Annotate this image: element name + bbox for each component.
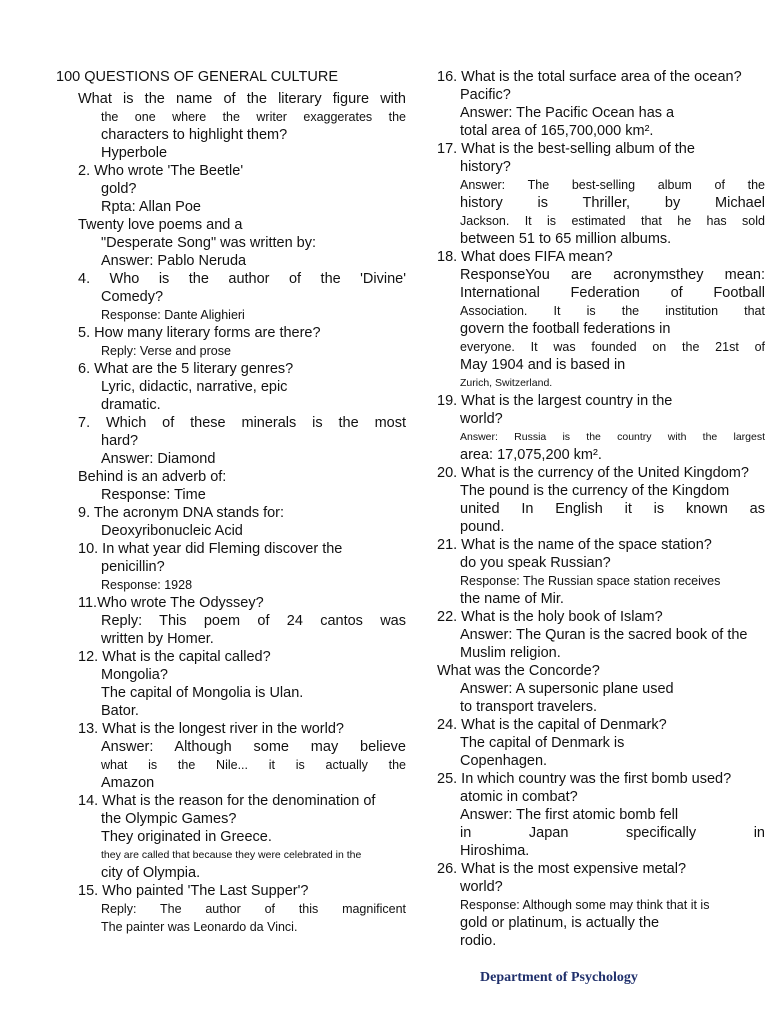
text-line: dramatic. — [101, 397, 161, 413]
text-line: ResponseYou are acronymsthey mean: — [460, 267, 765, 283]
text-line: International Federation of Football — [460, 285, 765, 301]
text-line: "Desperate Song" was written by: — [101, 235, 317, 251]
text-line: 17. What is the best-selling album of the — [437, 141, 695, 157]
text-line: Answer: The first atomic bomb fell — [460, 807, 679, 823]
text-line: Answer: The Quran is the sacred book of the — [460, 627, 748, 643]
text-line: hard? — [101, 433, 139, 449]
text-line: united In English it is known as — [460, 501, 765, 517]
text-line: Reply: Verse and prose — [101, 344, 231, 358]
text-line: 11.Who wrote The Odyssey? — [78, 595, 264, 611]
text-line: between 51 to 65 million albums. — [460, 231, 672, 247]
text-line: Response: Time — [101, 487, 206, 503]
text-line: Lyric, didactic, narrative, epic — [101, 379, 288, 395]
text-line: Reply: This poem of 24 cantos was — [101, 613, 406, 629]
text-line: Behind is an adverb of: — [78, 469, 227, 485]
text-line: Twenty love poems and a — [78, 217, 243, 233]
text-line: 20. What is the currency of the United Kingdom? — [437, 465, 749, 481]
text-line: Hyperbole — [101, 145, 168, 161]
text-line: they are called that because they were celebrated in the — [101, 849, 362, 861]
text-line: Deoxyribonucleic Acid — [101, 523, 243, 539]
text-line: 14. What is the reason for the denomination of — [78, 793, 376, 809]
text-line: 24. What is the capital of Denmark? — [437, 717, 667, 733]
text-line: 22. What is the holy book of Islam? — [437, 609, 663, 625]
text-line: Jackson. It is estimated that he has sold — [460, 214, 765, 228]
text-line: Response: 1928 — [101, 578, 193, 592]
text-line: Reply: The author of this magnificent — [101, 902, 406, 916]
text-line: 9. The acronym DNA stands for: — [78, 505, 285, 521]
text-line: Comedy? — [101, 289, 164, 305]
text-line: city of Olympia. — [101, 865, 201, 881]
text-line: 5. How many literary forms are there? — [78, 325, 321, 341]
text-line: Answer: The Pacific Ocean has a — [460, 105, 675, 121]
text-line: The painter was Leonardo da Vinci. — [101, 920, 298, 934]
text-line: Zurich, Switzerland. — [460, 377, 553, 389]
text-line: The capital of Mongolia is Ulan. — [101, 685, 304, 701]
text-line: to transport travelers. — [460, 699, 597, 715]
text-line: 2. Who wrote 'The Beetle' — [78, 163, 244, 179]
text-line: in Japan specifically in — [460, 825, 765, 841]
text-line: penicillin? — [101, 559, 165, 575]
text-line: the name of Mir. — [460, 591, 564, 607]
text-line: written by Homer. — [101, 631, 214, 647]
text-line: Response: Although some may think that it is — [460, 898, 710, 912]
text-line: Pacific? — [460, 87, 511, 103]
text-line: 13. What is the longest river in the world? — [78, 721, 344, 737]
text-line: area: 17,075,200 km². — [460, 447, 602, 463]
text-line: May 1904 and is based in — [460, 357, 626, 373]
text-line: characters to highlight them? — [101, 127, 288, 143]
text-line: Amazon — [101, 775, 155, 791]
right-column — [437, 68, 765, 950]
left-column — [56, 68, 406, 936]
text-line: 26. What is the most expensive metal? — [437, 861, 687, 877]
text-line: What was the Concorde? — [437, 663, 600, 679]
text-line: govern the football federations in — [460, 321, 671, 337]
text-line: Answer: Diamond — [101, 451, 216, 467]
text-line: the one where the writer exaggerates the — [101, 110, 406, 124]
text-line: history is Thriller, by Michael — [460, 195, 765, 211]
text-line: Rpta: Allan Poe — [101, 199, 201, 215]
text-line: Answer: Pablo Neruda — [101, 253, 247, 269]
text-line: Hiroshima. — [460, 843, 530, 859]
text-line: 6. What are the 5 literary genres? — [78, 361, 294, 377]
text-line: the Olympic Games? — [101, 811, 237, 827]
left-column-lines — [56, 90, 406, 936]
text-line: gold or platinum, is actually the — [460, 915, 660, 931]
footer-department: Department of Psychology — [480, 970, 638, 985]
text-line: Copenhagen. — [460, 753, 548, 769]
text-line: total area of 165,700,000 km². — [460, 123, 654, 139]
text-line: Answer: The best-selling album of the — [460, 178, 765, 192]
text-line: Muslim religion. — [460, 645, 561, 661]
text-line: Response: The Russian space station receives — [460, 574, 721, 588]
text-line: 10. In what year did Fleming discover the — [78, 541, 343, 557]
document-title: 100 QUESTIONS OF GENERAL CULTURE — [56, 69, 339, 85]
text-line: Answer: Although some may believe — [101, 739, 406, 755]
text-line: do you speak Russian? — [460, 555, 611, 571]
right-column-lines — [437, 68, 765, 950]
text-line: history? — [460, 159, 511, 175]
text-line: gold? — [101, 181, 137, 197]
text-line: 12. What is the capital called? — [78, 649, 271, 665]
text-line: pound. — [460, 519, 505, 535]
text-line: Response: Dante Alighieri — [101, 308, 245, 322]
text-line: They originated in Greece. — [101, 829, 272, 845]
text-line: world? — [460, 879, 503, 895]
text-line: 7. Which of these minerals is the most — [78, 415, 406, 431]
text-line: 18. What does FIFA mean? — [437, 249, 613, 265]
text-line: The capital of Denmark is — [460, 735, 625, 751]
text-line: 21. What is the name of the space station? — [437, 537, 712, 553]
text-line: The pound is the currency of the Kingdom — [460, 483, 730, 499]
text-line: 25. In which country was the first bomb used? — [437, 771, 732, 787]
text-line: what is the Nile... it is actually the — [101, 758, 406, 772]
text-line: world? — [460, 411, 503, 427]
text-line: 16. What is the total surface area of the ocean? — [437, 69, 742, 85]
text-line: Association. It is the institution that — [460, 304, 765, 318]
text-line: Answer: A supersonic plane used — [460, 681, 674, 697]
text-line: 4. Who is the author of the 'Divine' — [78, 271, 406, 287]
text-line: Mongolia? — [101, 667, 168, 683]
text-line: Answer: Russia is the country with the largest — [460, 431, 765, 443]
text-line: atomic in combat? — [460, 789, 578, 805]
text-line: 19. What is the largest country in the — [437, 393, 673, 409]
text-line: everyone. It was founded on the 21st of — [460, 340, 765, 354]
text-line: What is the name of the literary figure with — [78, 91, 406, 107]
text-line: 15. Who painted 'The Last Supper'? — [78, 883, 309, 899]
text-line: Bator. — [101, 703, 139, 719]
text-line: rodio. — [460, 933, 497, 949]
